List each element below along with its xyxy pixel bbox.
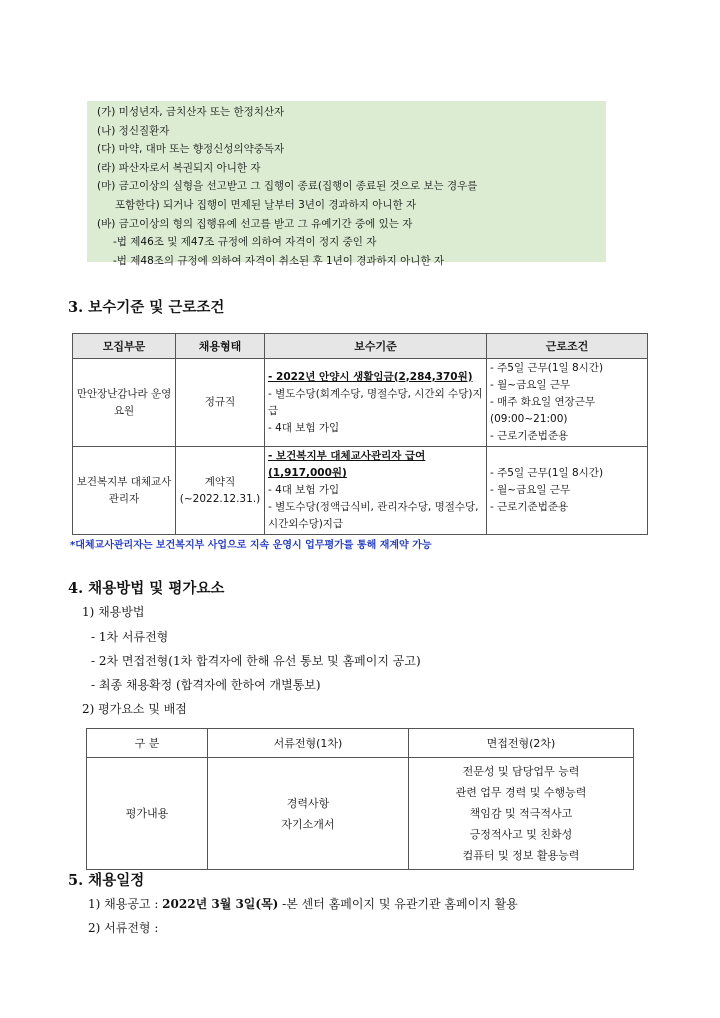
cond-line: - 월~금요일 근무 — [490, 379, 571, 391]
method-item: - 2차 면접전형(1차 합격자에 한해 유선 통보 및 홈페이지 공고) — [91, 654, 421, 668]
type-cell: 계약직 (~2022.12.31.) — [176, 447, 265, 535]
method-item: - 1차 서류전형 — [91, 630, 169, 644]
pay-line: - 별도수당(회계수당, 명절수당, 시간외 수당)지급 — [268, 387, 483, 417]
doc-items — [208, 758, 409, 870]
schedule-suffix: -본 센터 홈페이지 및 유관기관 홈페이지 활용 — [278, 897, 518, 911]
section3-title: 3. 보수기준 및 근로조건 — [68, 299, 225, 316]
disq-item: -법 제48조의 규정에 의하여 자격이 취소된 후 1년이 경과하지 아니한 자 — [113, 254, 445, 267]
cond-cell — [487, 447, 648, 535]
interview-item: 컴퓨터 및 정보 활용능력 — [462, 849, 580, 862]
type-cell: 정규직 — [176, 359, 265, 447]
pay-cell — [265, 359, 487, 447]
disqualification-box — [87, 101, 606, 267]
interview-item: 전문성 및 담당업무 능력 — [462, 765, 580, 778]
disq-item: (라) 파산자로서 복권되지 아니한 자 — [97, 161, 261, 174]
pay-line: - 2022년 안양시 생활임금(2,284,370원) — [268, 370, 473, 383]
col-header: 근로조건 — [487, 334, 648, 359]
evaluation-table — [86, 728, 634, 870]
cond-line: - 주5일 근무(1일 8시간) — [490, 467, 604, 479]
cond-line: - 주5일 근무(1일 8시간) — [490, 362, 604, 374]
section4-title: 4. 채용방법 및 평가요소 — [68, 580, 225, 597]
col-header: 면접전형(2차) — [409, 729, 634, 758]
cond-line: - 월~금요일 근무 — [490, 484, 571, 496]
disq-item: (바) 금고이상의 형의 집행유예 선고를 받고 그 유예기간 중에 있는 자 — [97, 217, 413, 230]
pay-line: - 4대 보험 가입 — [268, 484, 340, 496]
disq-item: 포함한다) 되거나 집행이 면제된 날부터 3년이 경과하지 아니한 자 — [115, 198, 417, 211]
method-title: 1) 채용방법 — [82, 605, 145, 619]
disq-item: (가) 미성년자, 금치산자 또는 한정치산자 — [97, 106, 285, 118]
row-label: 평가내용 — [87, 758, 208, 870]
interview-item: 관련 업무 경력 및 수행능력 — [455, 786, 587, 799]
disq-item: -법 제46조 및 제47조 규정에 의하여 자격이 정지 중인 자 — [113, 236, 377, 249]
section5-title: 5. 채용일정 — [68, 872, 145, 889]
schedule-date: 2022년 3월 3일(목) — [162, 897, 279, 911]
interview-item: 책임감 및 적극적사고 — [469, 807, 573, 820]
col-header: 서류전형(1차) — [208, 729, 409, 758]
schedule-line1 — [88, 895, 518, 912]
doc-item: 경력사항 — [286, 796, 330, 810]
dept-cell: 보건복지부 대체교사관리자 — [73, 447, 176, 535]
pay-line: - 별도수당(정액급식비, 관리자수당, 명절수당, 시간외수당)지급 — [268, 501, 479, 530]
disq-item: (나) 정신질환자 — [97, 124, 170, 137]
col-header: 구 분 — [87, 729, 208, 758]
pay-cell — [265, 447, 487, 535]
doc-item: 자기소개서 — [281, 817, 335, 831]
col-header: 채용형태 — [176, 334, 265, 359]
pay-line: - 보건복지부 대체교사관리자 급여 (1,917,000원) — [268, 450, 426, 479]
recontract-note: *대체교사관리자는 보건복지부 사업으로 지속 운영시 업무평가를 통해 재계약 가능 — [70, 540, 432, 551]
interview-item: 긍정적사고 및 친화성 — [469, 828, 573, 841]
schedule-line2: 2) 서류전형 : — [88, 921, 159, 935]
cond-cell — [487, 359, 648, 447]
cond-line: - 매주 화요일 연장근무 (09:00~21:00) — [490, 396, 596, 425]
dept-cell: 만안장난감나라 운영요원 — [73, 359, 176, 447]
col-header: 보수기준 — [265, 334, 487, 359]
interview-items — [409, 758, 634, 870]
cond-line: - 근로기준법준용 — [490, 430, 569, 442]
disq-item: (다) 마약, 대마 또는 향정신성의약중독자 — [97, 143, 285, 156]
cond-line: - 근로기준법준용 — [490, 501, 569, 513]
salary-table — [72, 333, 648, 535]
eval-title: 2) 평가요소 및 배점 — [82, 702, 187, 716]
method-item: - 최종 채용확정 (합격자에 한하여 개별통보) — [91, 678, 321, 692]
schedule-prefix: 1) 채용공고 : — [88, 897, 163, 911]
col-header: 모집부문 — [73, 334, 176, 359]
disq-item: (마) 금고이상의 실형을 선고받고 그 집행이 종료(집행이 종료된 것으로 보는 경우를 — [97, 180, 478, 193]
pay-line: - 4대 보험 가입 — [268, 421, 340, 434]
